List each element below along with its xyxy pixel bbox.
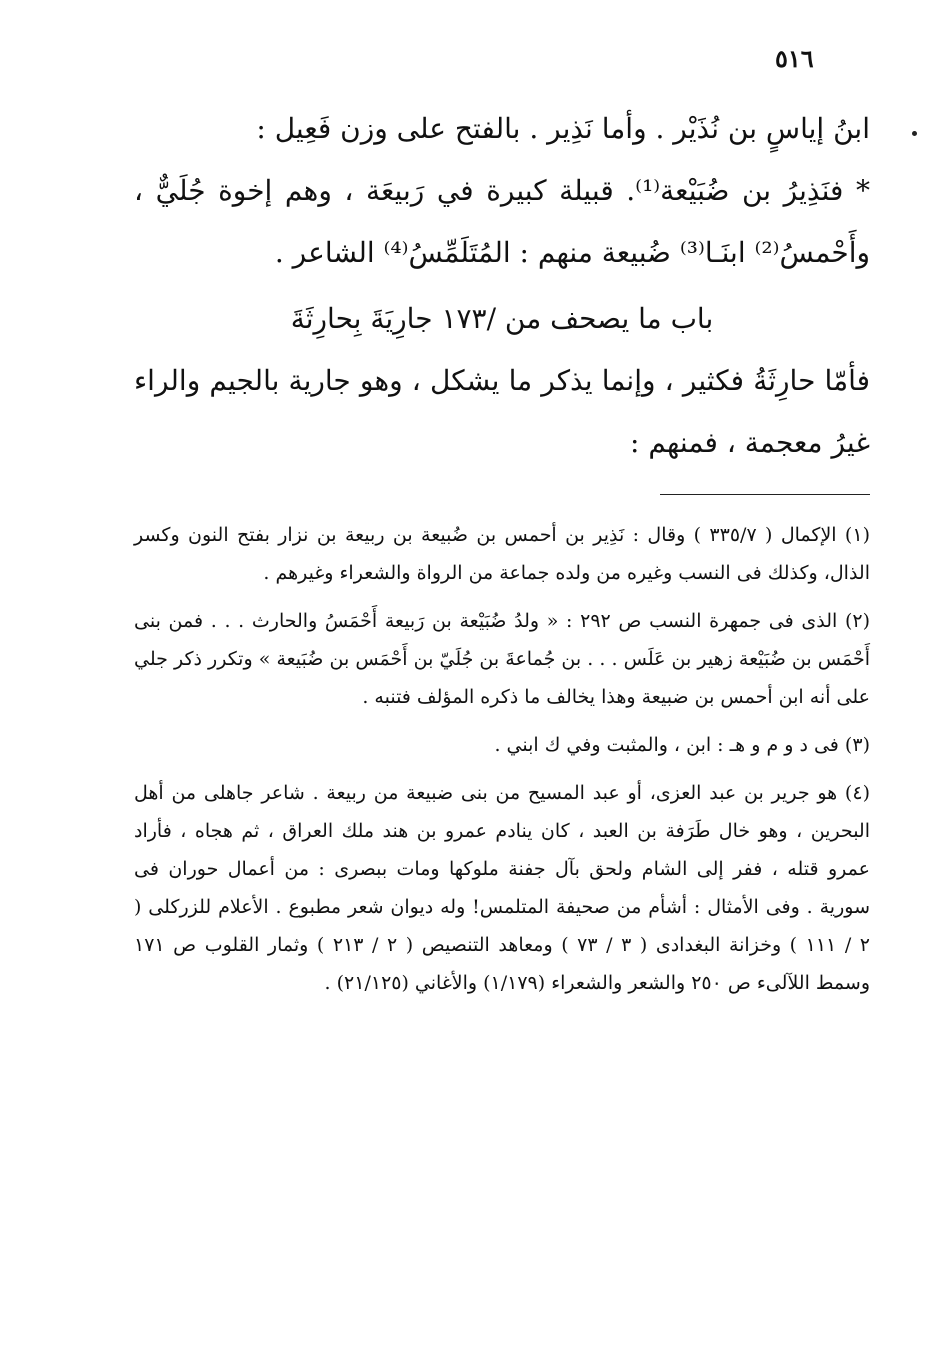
footnote-divider bbox=[660, 494, 870, 495]
footnote-1: (١) الإكمال ( ٣٣٥/٧ ) وقال : نَذِير بن أحمس بن ضُبيعة بن ربيعة بن نزار بفتح النون وكسر الذال، وكذلك فى النسب وغيره من ولده جماعة من الرواة والشعراء وغيرهم . bbox=[134, 524, 870, 584]
page-number: ٥١٦ bbox=[775, 44, 814, 73]
footnote-2: (٢) الذى فى جمهرة النسب ص ٢٩٢ : « ولدُ ضُبَيْعة بن رَبيعة أَحْمَسُ والحارث . . . فمن بنى أَحْمَس بن ضُبَيْعة زهير بن عَلَس . . . بن جُماعةَ بن جُلَيّ بن أَحْمَس بن ضُبَيعة » وتكرر ذكر جلي على أنه ابن أحمس بن ضبيعة وهذا يخالف ما ذكره المؤلف فتنبه . bbox=[134, 610, 870, 708]
main-text bbox=[134, 98, 870, 474]
footnote-4: (٤) هو جرير بن عبد العزى، أو عبد المسيح من بنى ضبيعة من ربيعة . شاعر جاهلى من أهل البحرين ، وهو خال طَرَفة بن العبد ، كان ينادم عمرو بن هند ملك العراق ، ثم هجاه ، فأراد عمرو قتله ، ففر إلى الشام ولحق بآل جفنة ملوكها ومات ببصرى : من أعمال حوران فى سورية . وفى الأمثال : أشأم من صحيفة المتلمس! وله ديوان شعر مطبوع . الأعلام للزركلى ( ٢ / ١١١ ) وخزانة البغدادى ( ٣ / ٧٣ ) ومعاهد التنصيص ( ٢ / ٢١٣ ) وثمار القلوب ص ١٧١ وسمط اللآلىء ص ٢٥٠ والشعر والشعراء (١/١٧٩) والأغاني (٢١/١٢٥) . bbox=[134, 782, 870, 994]
footnote-3: (٣) فى د و م و هـ : ابن ، والمثبت وفي ك ابني . bbox=[494, 734, 870, 756]
main-paragraph-1: ابنُ إياسٍ بن نُذَيْر . وأما نَذِير . بالفتح على وزن فَعِيل : bbox=[256, 112, 870, 145]
main-paragraph-2: * فنَذِيرُ بن ضُبَيْعة⁽¹⁾. قبيلة كبيرة في رَبيعَة ، وهم إخوة جُلَيٌّ ، وأَحْمسُ⁽²⁾ ابنَـا⁽³⁾ ضُبيعة منهم : المُتَلَمِّسُ⁽⁴⁾ الشاعر . bbox=[134, 174, 870, 269]
margin-mark bbox=[912, 131, 917, 136]
footnotes bbox=[134, 516, 870, 1012]
section-heading: باب ما يصحف من /١٧٣ جارِيَةَ بِحارِثَةَ bbox=[290, 302, 714, 335]
section-paragraph: فأمّا حارِثَةُ فكثير ، وإنما يذكر ما يشكل ، وهو جارية بالجيم والراء غيرُ معجمة ، فمنهم : bbox=[134, 364, 870, 459]
